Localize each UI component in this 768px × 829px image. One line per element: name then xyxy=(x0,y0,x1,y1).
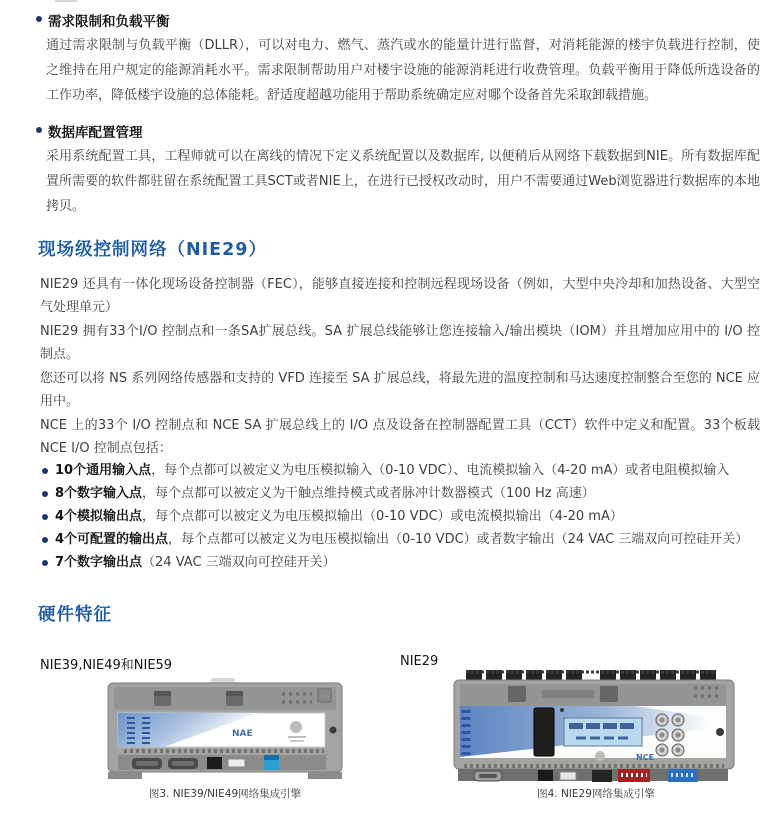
bullet-icon xyxy=(36,127,42,133)
io-point-rest: ，每个点都可以被定义为电压模拟输出（0-10 VDC）或电流模拟输出（4-20 mA） xyxy=(142,509,623,524)
io-point-lead: 8个数字输入点 xyxy=(55,486,143,501)
feature-title: 需求限制和负载平衡 xyxy=(48,14,170,30)
paragraph: NIE29 还具有一体化现场设备控制器（FEC），能够直接连接和控制远程现场设备（例如，大型中央冷却和加热设备、大型空气处理单元） xyxy=(40,277,760,315)
usb-port xyxy=(228,759,245,767)
bullet-icon xyxy=(42,537,48,543)
io-point-rest: ，每个点都可以被定义为干触点维持模式或者脉冲计数器模式（100 Hz 高速） xyxy=(142,486,595,501)
feature-block-database-config xyxy=(36,121,760,219)
nce-device-image xyxy=(450,670,742,784)
section-heading-field-network: 现场级控制网络（NIE29） xyxy=(38,240,267,260)
feature-body: 采用系统配置工具，工程师就可以在离线的情况下定义系统配置以及数据库, 以便稍后从网络下载数据到NIE。所有数据库配置所需要的软件都驻留在系统配置工具SCT或者NIE上，在进行已授权改动时，用户不需要通过Web浏览器进行数据库的本地拷贝。 xyxy=(46,149,760,214)
screw xyxy=(330,727,337,734)
list-item xyxy=(42,532,760,548)
usb-port xyxy=(560,772,576,780)
list-item xyxy=(42,555,760,571)
bullet-icon xyxy=(42,560,48,566)
io-point-rest: （24 VAC 三端双向可控硅开关） xyxy=(142,555,336,570)
bullet-icon xyxy=(42,514,48,520)
io-point-lead: 10个通用输入点 xyxy=(55,463,152,478)
ethernet-port xyxy=(207,757,222,769)
brand-logo-icon xyxy=(595,751,605,761)
io-point-lead: 4个可配置的输出点 xyxy=(55,532,169,547)
bullet-icon xyxy=(42,468,48,474)
device-model-text: NCE xyxy=(636,753,655,762)
relay-module xyxy=(534,708,554,756)
io-point-lead: 7个数字输出点 xyxy=(55,555,143,570)
cover-clip xyxy=(600,686,618,702)
feature-title: 数据库配置管理 xyxy=(48,125,143,141)
io-point-rest: ，每个点都可以被定义为电压模拟输出（0-10 VDC）或者数字输出（24 VAC 三端双向可控硅开关） xyxy=(168,532,749,547)
paragraph: NCE 上的33个 I/O 控制点和 NCE SA 扩展总线上的 I/O 点及设备在控制器配置工具（CCT）软件中定义和配置。33个板载 NCE I/O 控制点包括： xyxy=(40,418,760,456)
list-item xyxy=(42,486,760,502)
cover-clip xyxy=(508,686,526,702)
bullet-icon xyxy=(36,16,42,22)
figure-label-nie29: NIE29 xyxy=(400,654,439,669)
io-terminal-blocks-top xyxy=(466,672,716,675)
brand-logo-icon xyxy=(290,721,302,733)
list-item xyxy=(42,509,760,525)
connector-module xyxy=(592,770,612,782)
device-model-text: NAE xyxy=(232,729,253,739)
lcd-display xyxy=(564,718,642,746)
knockout xyxy=(318,689,331,702)
ethernet-port xyxy=(538,770,553,781)
io-point-lead: 4个模拟输出点 xyxy=(55,509,143,524)
feature-body: 通过需求限制与负载平衡（DLLR），可以对电力、燃气、蒸汽或水的能量计进行监督，对消耗能源的楼宇负载进行控制，使之维持在用户规定的能源消耗水平。需求限制帮助用户对楼宇设施的能源消耗进行收费管理。负载平衡用于降低所选设备的工作功率，降低楼宇设施的总体能耗。舒适度超越功能用于帮助系统确定应对哪个设备首先采取卸载措施。 xyxy=(46,38,760,103)
list-item xyxy=(42,463,760,479)
figure-label-nie39: NIE39,NIE49和NIE59 xyxy=(40,658,173,673)
nae-device-image xyxy=(106,678,344,780)
bullet-icon xyxy=(42,491,48,497)
paragraph: NIE29 拥有33个I/O 控制点和一条SA扩展总线。SA 扩展总线能够让您连接输入/输出模块（IOM）并且增加应用中的 I/O 控制点。 xyxy=(40,324,760,362)
figure-caption-nie29: 图4. NIE29网络集成引擎 xyxy=(537,788,655,800)
feature-block-demand-limiting xyxy=(36,10,760,108)
section-heading-hardware: 硬件特征 xyxy=(38,605,112,625)
io-point-rest: ，每个点都可以被定义为电压模拟输入（0-10 VDC）、电流模拟输入（4-20 mA）或者电阻模拟输入 xyxy=(151,463,730,478)
paragraph: 您还可以将 NS 系列网络传感器和支持的 VFD 连接至 SA 扩展总线，将最先进的温度控制和马达速度控制整合至您的 NCE 应用中。 xyxy=(40,371,760,409)
figure-caption-nie39: 图3. NIE39/NIE49网络集成引擎 xyxy=(148,788,302,800)
hardware-figures-row xyxy=(36,654,760,829)
vent-slot xyxy=(542,690,594,698)
io-points-list xyxy=(42,463,760,571)
page-edge-artifact xyxy=(55,0,77,2)
screw xyxy=(716,728,724,736)
document-page xyxy=(36,6,760,829)
